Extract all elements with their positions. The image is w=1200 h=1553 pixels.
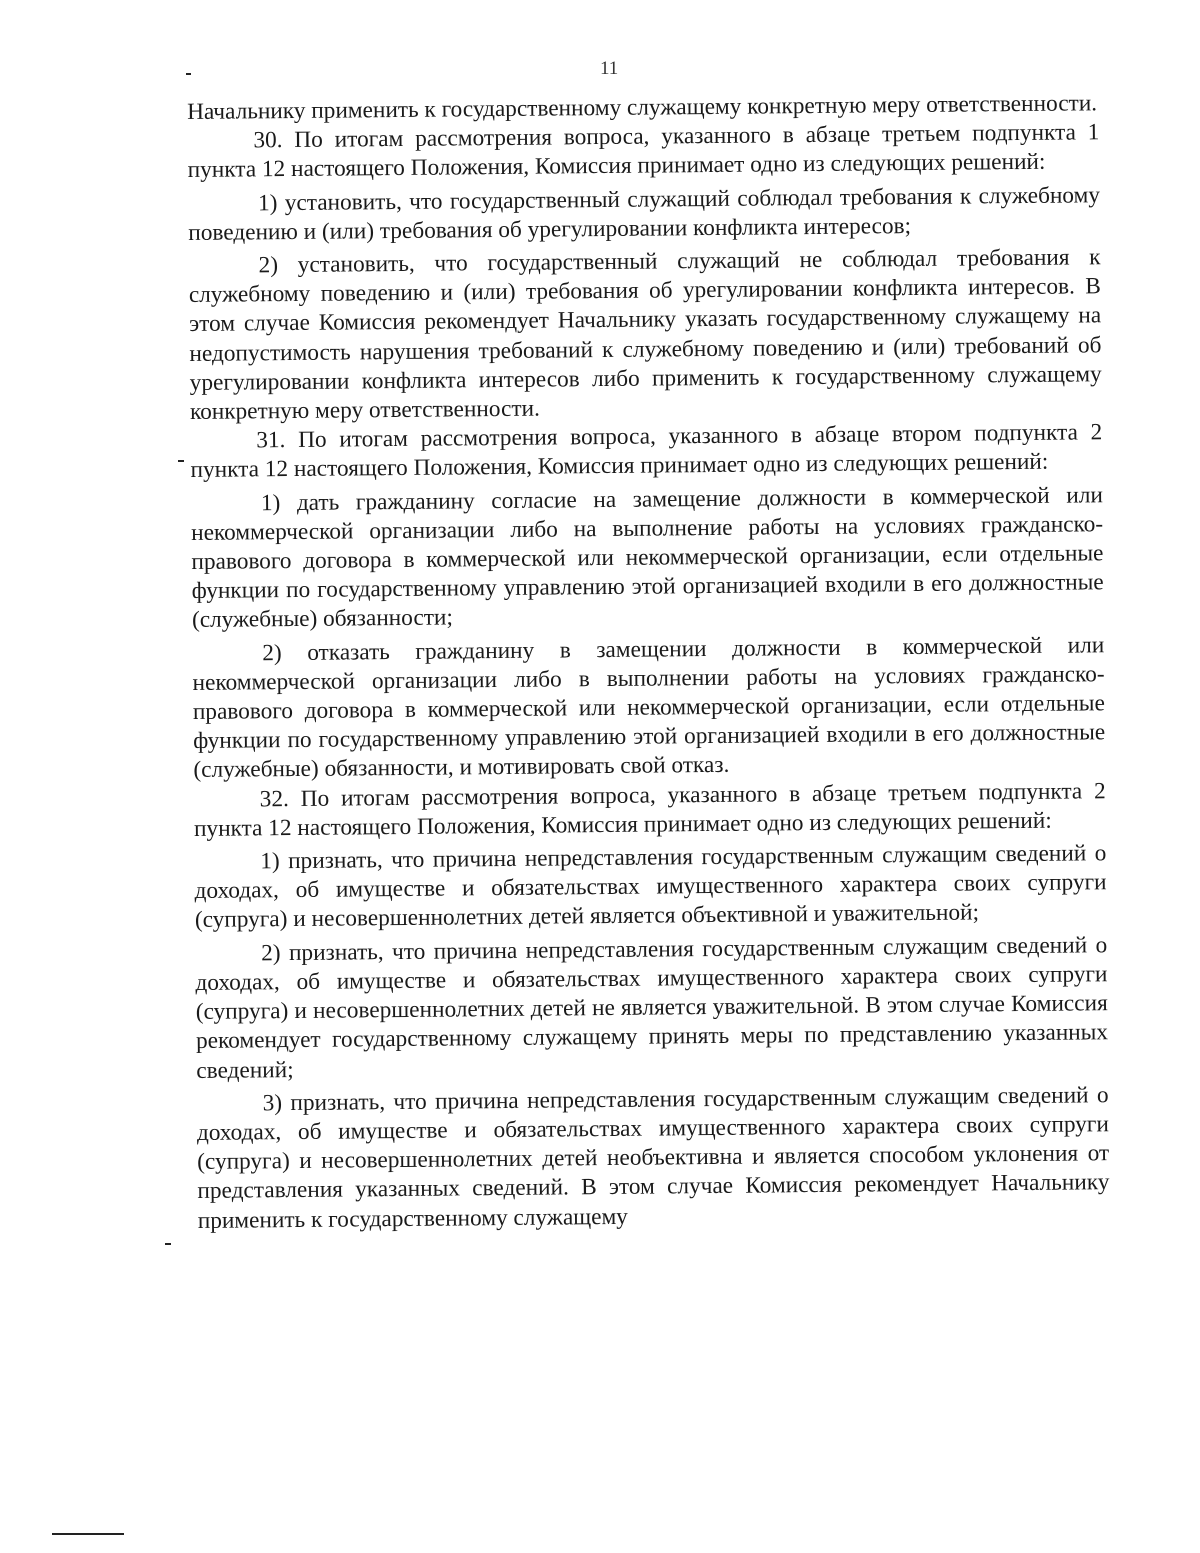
scan-artifact: [178, 460, 184, 462]
paragraph-item-31-2: 2) отказать гражданину в замещении должности в коммерческой или некоммерческой организации либо в выполнении работы на условиях гражданско-правового договора в коммерческой или некоммерческой организации, если отдельные функции по государственному управлению этой организацией входили в его должностные (служебные) обязанности, и мотивировать свой отказ.: [192, 631, 1106, 784]
paragraph-item-31: 31. По итогам рассмотрения вопроса, указанного в абзаце втором подпункта 2 пункта 12 настоящего Положения, Комиссия принимает одно из следующих решений:: [190, 419, 1103, 484]
scan-artifact: [165, 1243, 171, 1245]
paragraph-item-31-1: 1) дать гражданину согласие на замещение должности в коммерческой или некоммерческой организации либо на выполнение работы на условиях гражданско-правового договора в коммерческой или некоммерческой организации, если отдельные функции по государственному управлению этой организацией входили в его должностные (служебные) обязанности;: [191, 481, 1104, 634]
paragraph-item-30-1: 1) установить, что государственный служащий соблюдал требования к служебному поведению и (или) требования об урегулировании конфликта интересов;: [188, 181, 1101, 246]
page-number: 11: [600, 58, 619, 79]
paragraph-item-32: 32. По итогам рассмотрения вопроса, указанного в абзаце третьем подпункта 2 пункта 12 настоящего Положения, Комиссия принимает одно из следующих решений:: [193, 777, 1106, 842]
paragraph-item-32-1: 1) признать, что причина непредставления государственным служащим сведений о доходах, об имуществе и обязательствах имущественного характера своих супруги (супруга) и несовершеннолетних детей является объективной и уважительной;: [194, 840, 1107, 934]
paragraph-item-32-2: 2) признать, что причина непредставления государственным служащим сведений о доходах, об имуществе и обязательствах имущественного характера своих супруги (супруга) и несовершеннолетних детей не является уважительной. В этом случае Комиссия рекомендует государственному служащему принять меры по представлению указанных сведений;: [195, 931, 1109, 1084]
paragraph-continuation: Начальнику применить к государственному служащему конкретную меру ответственности.: [187, 90, 1098, 125]
scan-artifact: [186, 73, 191, 75]
scan-artifact: [52, 1533, 124, 1535]
document-body: [187, 89, 1110, 1235]
paragraph-item-30: 30. По итогам рассмотрения вопроса, указанного в абзаце третьем подпункта 1 пункта 12 настоящего Положения, Комиссия принимает одно из следующих решений:: [187, 119, 1100, 184]
paragraph-item-30-2: 2) установить, что государственный служащий не соблюдал требования к служебному поведению и (или) требования об урегулировании конфликта интересов. В этом случае Комиссия рекомендует Начальнику указать государственному служащему на недопустимость нарушения требований к служебному поведению и (или) требований об урегулировании конфликта интересов либо применить к государственному служащему конкретную меру ответственности.: [188, 244, 1102, 426]
paragraph-item-32-3: 3) признать, что причина непредставления государственным служащим сведений о доходах, об имуществе и обязательствах имущественного характера своих супруги (супруга) и несовершеннолетних детей необъективна и является способом уклонения от представления указанных сведений. В этом случае Комиссия рекомендует Начальнику применить к государственному служащему: [196, 1081, 1110, 1234]
